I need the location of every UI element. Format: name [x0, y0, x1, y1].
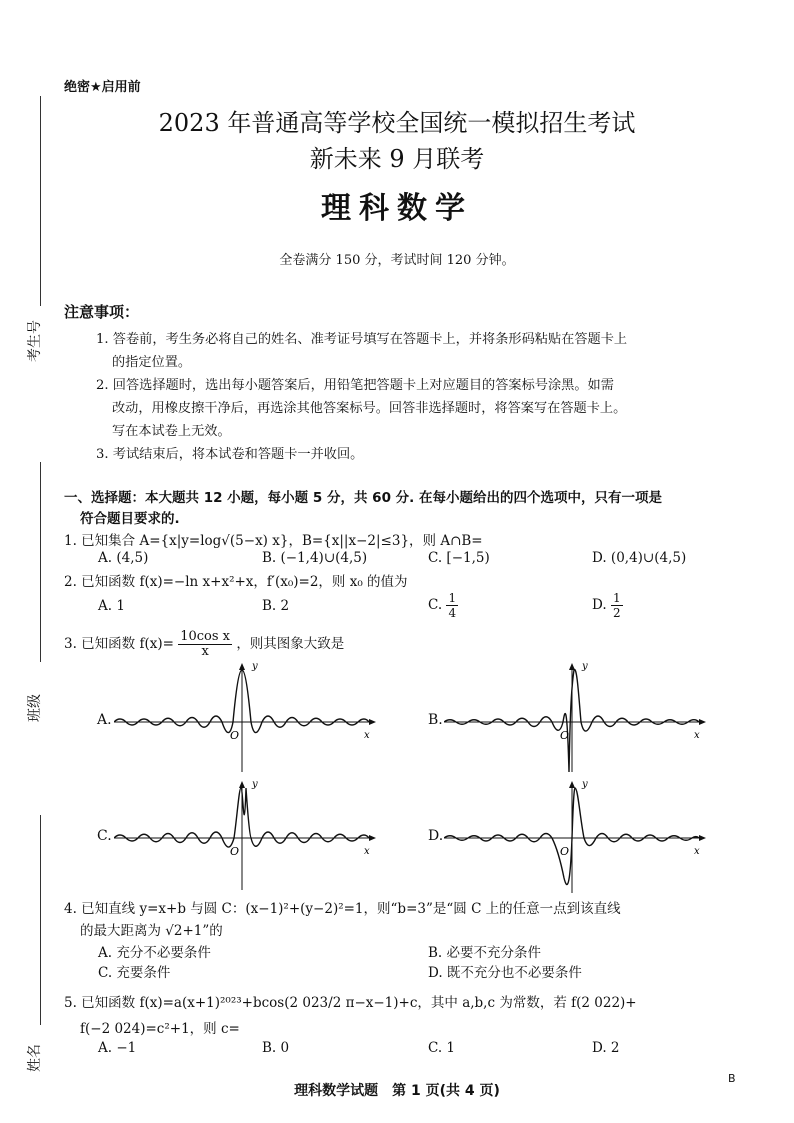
notice-item: 3. 考试结束后，将本试卷和答题卡一并收回。 — [96, 447, 364, 462]
q1-option-b[interactable]: B. (−1,4)∪(4,5) — [262, 550, 368, 566]
fraction-denominator: 2 — [612, 606, 621, 620]
question-3-stem — [64, 630, 344, 659]
x-axis-arrow — [369, 835, 376, 841]
side-label-class: 班级 — [27, 694, 43, 722]
q3-option-a[interactable]: A. — [97, 712, 112, 728]
margin-line — [40, 815, 41, 1025]
y-axis-arrow — [569, 781, 575, 788]
paper-version-mark: B — [728, 1072, 736, 1085]
q3-stem-b: ，则其图象大致是 — [236, 636, 345, 652]
x-axis-arrow — [369, 719, 376, 725]
q1-option-a[interactable]: A. (4,5) — [98, 550, 149, 566]
origin-label: O — [230, 729, 240, 742]
exam-title: 2023 年普通高等学校全国统一模拟招生考试 — [158, 109, 636, 137]
origin-label: O — [560, 845, 570, 858]
q4-option-c[interactable]: C. 充要条件 — [98, 965, 171, 981]
y-axis-arrow — [239, 663, 245, 670]
q3-option-d[interactable]: D. — [428, 828, 444, 844]
subject-title: 理科数学 — [321, 191, 473, 226]
fraction — [446, 591, 458, 620]
question-5-stem: 5. 已知函数 f(x)=a(x+1)²⁰²³+bcos(2 023/2 π−x−1)+c，其中 a,b,c 为常数，若 f(2 022)+ — [64, 995, 637, 1011]
exam-subtitle: 新未来 9 月联考 — [309, 145, 485, 173]
fraction — [611, 591, 623, 620]
axis-y-label: y — [252, 779, 258, 790]
fraction — [178, 630, 232, 659]
q4-option-b[interactable]: B. 必要不充分条件 — [428, 945, 542, 961]
notice-item: 写在本试卷上无效。 — [112, 424, 231, 439]
axis-y-label: y — [252, 661, 258, 672]
question-2-stem: 2. 已知函数 f(x)=−ln x+x²+x，f′(x₀)=2，则 x₀ 的值为 — [64, 574, 408, 590]
notice-item: 1. 答卷前，考生务必将自己的姓名、准考证号填写在答题卡上，并将条形码粘贴在答题卡上 — [96, 332, 628, 347]
q2-option-b[interactable]: B. 2 — [262, 598, 290, 614]
q5-option-a[interactable]: A. −1 — [98, 1040, 137, 1056]
x-axis-arrow — [699, 835, 706, 841]
question-1-stem: 1. 已知集合 A={x|y=log√(5−x) x}，B={x||x−2|≤3}，则 A∩B= — [64, 533, 483, 549]
q3-option-c[interactable]: C. — [97, 828, 112, 844]
notice-item: 2. 回答选择题时，选出每小题答案后，用铅笔把答题卡上对应题目的答案标号涂黑。如需 — [96, 378, 614, 393]
page-footer: 理科数学试题 第 1 页(共 4 页) — [294, 1083, 500, 1099]
axis-x-label: x — [364, 846, 370, 857]
x-axis-arrow — [699, 719, 706, 725]
fraction-numerator: 10cos x — [180, 629, 231, 644]
origin-label: O — [230, 845, 240, 858]
side-label-name: 姓名 — [27, 1044, 43, 1072]
score-line: 全卷满分 150 分，考试时间 120 分钟。 — [279, 253, 515, 268]
axis-x-label: x — [694, 846, 700, 857]
fraction-denominator: 4 — [448, 606, 457, 620]
secret-mark: 绝密★启用前 — [64, 80, 141, 95]
notice-item: 的指定位置。 — [112, 355, 192, 370]
notice-title: 注意事项： — [64, 303, 140, 321]
q1-option-c[interactable]: C. [−1,5) — [428, 550, 490, 566]
origin-label: O — [560, 729, 570, 742]
axis-x-label: x — [364, 730, 370, 741]
question-5-stem-cont: f(−2 024)=c²+1，则 c= — [80, 1021, 240, 1037]
fraction-numerator: 1 — [448, 591, 457, 605]
q2-option-c-label: C. — [428, 597, 443, 613]
margin-line — [40, 462, 41, 662]
q5-option-b[interactable]: B. 0 — [262, 1040, 290, 1056]
fraction-denominator: x — [201, 644, 209, 659]
side-label-exam-no: 考生号 — [27, 320, 43, 362]
section-title: 一、选择题：本大题共 12 小题，每小题 5 分，共 60 分. 在每小题给出的四个选项中，只有一项是 — [64, 490, 662, 506]
notice-item: 改动，用橡皮擦干净后，再选涂其他答案标号。回答非选择题时，将答案写在答题卡上。 — [112, 401, 627, 416]
section-title-cont: 符合题目要求的. — [80, 511, 180, 527]
graph-c — [114, 778, 376, 893]
axis-y-label: y — [582, 661, 588, 672]
fraction-numerator: 1 — [612, 591, 621, 605]
q2-option-d[interactable] — [592, 591, 623, 620]
q4-option-d[interactable]: D. 既不充分也不必要条件 — [428, 965, 582, 981]
q4-option-a[interactable]: A. 充分不必要条件 — [98, 945, 211, 961]
q2-option-c[interactable] — [428, 591, 458, 620]
axis-x-label: x — [694, 730, 700, 741]
q5-option-d[interactable]: D. 2 — [592, 1040, 620, 1056]
q5-option-c[interactable]: C. 1 — [428, 1040, 456, 1056]
q2-option-d-label: D. — [592, 597, 607, 613]
question-4-stem-cont: 的最大距离为 √2+1”的 — [80, 923, 223, 939]
graph-a — [114, 660, 376, 775]
q2-option-a[interactable]: A. 1 — [98, 598, 125, 614]
q1-option-d[interactable]: D. (0,4)∪(4,5) — [592, 550, 687, 566]
question-4-stem: 4. 已知直线 y=x+b 与圆 C：(x−1)²+(y−2)²=1，则“b=3”是“圆 C 上的任意一点到该直线 — [64, 901, 621, 917]
y-axis-arrow — [239, 781, 245, 788]
axis-y-label: y — [582, 779, 588, 790]
q3-option-b[interactable]: B. — [428, 712, 443, 728]
graph-b — [444, 660, 706, 775]
graph-d — [444, 778, 706, 896]
q3-stem-a: 3. 已知函数 f(x)= — [64, 636, 174, 652]
